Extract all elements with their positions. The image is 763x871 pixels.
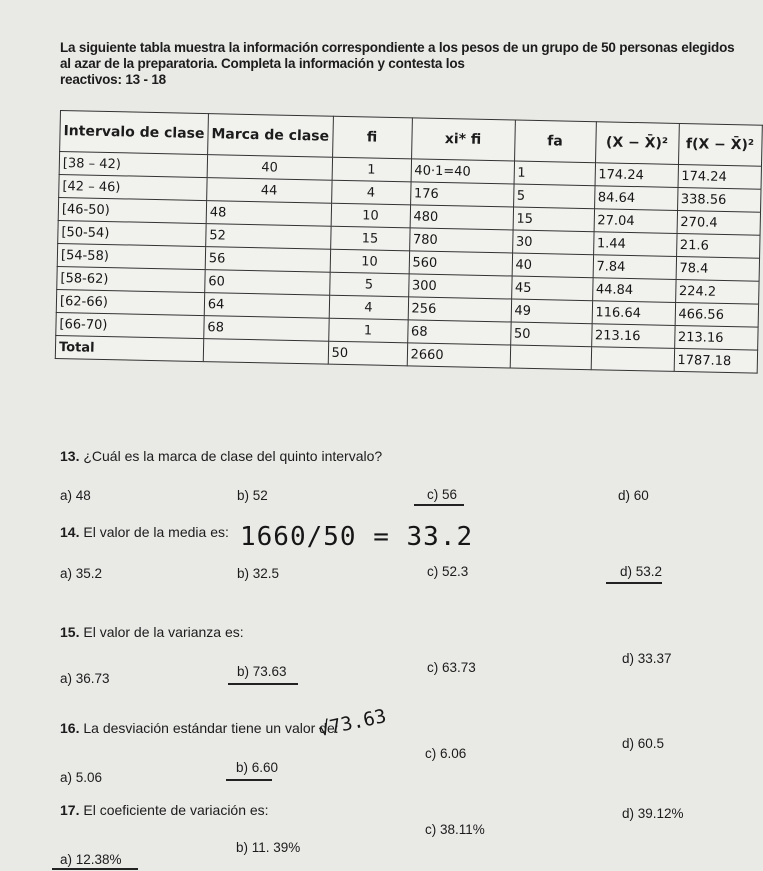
table-cell: 50 [510,322,591,347]
table-cell: [42 – 46) [59,174,207,200]
q17-option-a[interactable]: a) 12.38% [60,852,122,867]
table-cell: [62-66) [56,289,204,315]
total-sum: 1787.18 [674,348,757,373]
table-cell: [46-50) [58,197,206,223]
table-cell: 84.64 [594,186,677,211]
table-cell: 45 [511,276,592,301]
table-cell: 56 [205,247,330,273]
q14-option-b[interactable]: b) 32.5 [237,566,280,581]
table-cell: 1 [332,157,411,182]
header-dev-sq: (X − X̄)² [595,122,679,165]
q16-text: La desviación estándar tiene un valor de: [83,720,339,736]
q15-option-d[interactable]: d) 33.37 [622,651,672,666]
table-cell: 5 [329,272,408,297]
table-body [56,152,761,351]
intro-line-2: al azar de la preparatoria. Completa la información y contesta los reactivos: 13 - 18 [60,56,465,87]
q16-option-b[interactable]: b) 6.60 [236,760,279,775]
table-cell: 174.24 [595,163,678,188]
table-cell: 116.64 [592,301,675,326]
table-cell: 15 [330,226,409,251]
table-cell: 5 [513,184,594,209]
table-cell: 256 [408,297,511,322]
table-cell: 10 [330,249,409,274]
table-cell: 224.2 [675,279,758,304]
total-xifi: 2660 [407,343,510,368]
table-cell: [58-62) [57,266,205,292]
table-cell: 270.4 [677,210,760,235]
table-cell: 338.56 [677,187,760,212]
q17-option-c[interactable]: c) 38.11% [425,822,485,837]
table-cell: [54-58) [57,243,205,269]
q14-answer-underline [606,582,662,584]
table-cell: 30 [512,230,593,255]
q13-number: 13. [60,448,80,464]
table-cell: 213.16 [674,325,757,350]
q15-option-a[interactable]: a) 36.73 [60,671,110,686]
table-cell: 15 [513,207,594,232]
header-xifi: xi* fi [411,118,515,161]
header-intervalo: Intervalo de clase [60,111,209,155]
q14-handwritten-work: 1660/50 = 33.2 [240,522,474,552]
frequency-table [55,110,763,374]
table-cell: 10 [331,203,410,228]
q14-number: 14. [60,524,80,540]
table-cell: 4 [331,180,410,205]
q15-option-b[interactable]: b) 73.63 [237,664,287,679]
table-cell: 174.24 [678,164,761,189]
table-cell: 21.6 [676,233,759,258]
q13-option-b[interactable]: b) 52 [237,488,268,503]
table-cell: 68 [204,316,329,342]
total-empty [591,347,674,372]
table-cell: 60 [205,270,330,296]
table-cell: 27.04 [594,209,677,234]
q16-number: 16. [60,720,80,736]
q17-answer-underline [52,868,138,870]
total-empty [203,339,328,365]
table-cell: 44.84 [592,278,675,303]
q13-option-a[interactable]: a) 48 [60,488,91,503]
q16-option-d[interactable]: d) 60.5 [622,736,665,751]
total-fi: 50 [328,341,407,366]
q13-text: ¿Cuál es la marca de clase del quinto intervalo? [83,448,383,464]
table-cell: 64 [204,293,329,319]
table-cell: 44 [207,178,332,204]
table-cell: 40 [207,155,332,181]
table-cell: 560 [409,251,512,276]
q14-text: El valor de la media es: [83,524,229,540]
table-cell: 213.16 [591,324,674,349]
table-cell: 1.44 [593,232,676,257]
table-cell: 78.4 [676,256,759,281]
q15-option-c[interactable]: c) 63.73 [427,660,476,675]
q14-option-c[interactable]: c) 52.3 [427,564,469,579]
table-cell: 49 [511,299,592,324]
table-cell: 40·1=40 [411,159,514,184]
header-f-dev-sq: f(X − X̄)² [678,123,762,166]
q16-option-a[interactable]: a) 5.06 [60,770,103,785]
q16-option-c[interactable]: c) 6.06 [425,746,467,761]
table-cell: 1 [328,318,407,343]
header-fa: fa [514,120,596,163]
q15-answer-underline [228,683,298,685]
table-cell: [66-70) [56,312,204,338]
q13-answer-underline [414,504,464,506]
table-cell: 68 [407,320,510,345]
table-cell: 780 [409,228,512,253]
q13-option-c[interactable]: c) 56 [427,487,458,502]
table-cell: 7.84 [593,255,676,280]
q17-number: 17. [60,802,80,818]
q14-option-d[interactable]: d) 53.2 [620,564,663,579]
table-cell: 4 [329,295,408,320]
q14-option-a[interactable]: a) 35.2 [60,566,103,581]
table-cell: [38 – 42) [59,152,207,178]
q17-option-b[interactable]: b) 11. 39% [236,840,301,855]
table-cell: 176 [410,182,513,207]
q15-text: El valor de la varianza es: [83,624,244,640]
q16-handwritten-work: √73.63 [316,705,389,741]
intro-line-1: La siguiente tabla muestra la información correspondiente a los pesos de un grupo de 50 personas elegidos [60,40,735,55]
total-empty [510,345,591,370]
q16-answer-underline [226,779,272,781]
table-cell: [50-54) [58,220,206,246]
table-cell: 48 [206,201,331,227]
q13-option-d[interactable]: d) 60 [618,488,649,503]
table-cell: 1 [514,161,595,186]
table-cell: 480 [410,205,513,230]
table-cell: 52 [206,224,331,250]
q17-text: El coeficiente de variación es: [83,802,269,818]
q17-option-d[interactable]: d) 39.12% [622,806,684,821]
total-label: Total [55,335,203,361]
header-marca: Marca de clase [208,114,334,158]
header-fi: fi [332,116,412,159]
table-cell: 300 [408,274,511,299]
table-cell: 466.56 [675,302,758,327]
q15-number: 15. [60,624,80,640]
table-cell: 40 [512,253,593,278]
